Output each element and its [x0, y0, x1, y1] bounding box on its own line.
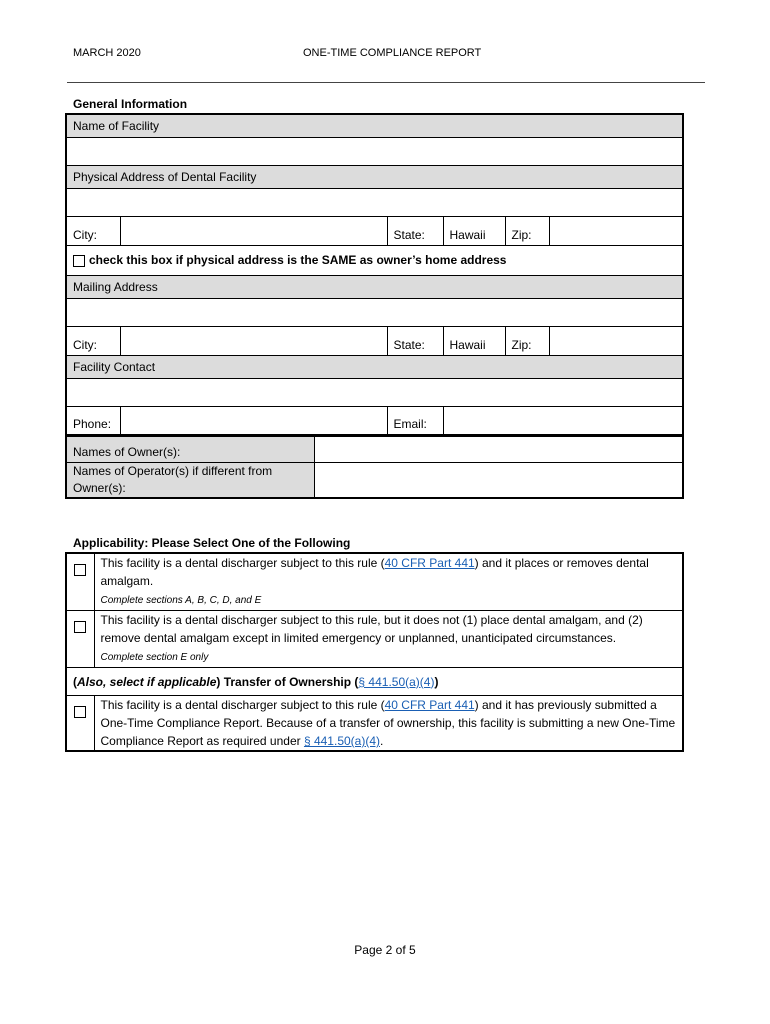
applicability-title: Applicability: Please Select One of the Following	[73, 536, 351, 550]
cfr-part-441-link-2[interactable]: 40 CFR Part 441	[384, 698, 475, 712]
option3-text	[94, 696, 683, 752]
mailing-city-label: City:	[66, 326, 120, 355]
option2-note: Complete section E only	[100, 652, 209, 663]
email-field[interactable]	[443, 406, 683, 435]
mailing-city-field[interactable]	[120, 326, 387, 355]
general-information-table	[65, 113, 684, 436]
state-value: Hawaii	[443, 216, 505, 245]
operators-field[interactable]	[314, 462, 683, 498]
option3-cell	[66, 696, 94, 752]
same-address-row	[66, 245, 683, 275]
city-field[interactable]	[120, 216, 387, 245]
option3-end: .	[380, 734, 384, 748]
mailing-state-label: State:	[387, 326, 443, 355]
zip-field[interactable]	[549, 216, 683, 245]
mailing-address-label: Mailing Address	[66, 275, 683, 298]
transfer-section-link[interactable]: § 441.50(a)(4)	[358, 674, 435, 689]
option1-note: Complete sections A, B, C, D, and E	[100, 595, 262, 606]
physical-address-field[interactable]	[66, 188, 683, 216]
owners-operators-table	[65, 435, 684, 499]
option2-body: This facility is a dental discharger subject to this rule, but it does not (1) place dental amalgam, and (2) remove dental amalgam except in limited emergency or unplanned, unanticipated circumstances.	[100, 613, 643, 645]
mailing-zip-field[interactable]	[549, 326, 683, 355]
applicability-table	[65, 552, 684, 752]
facility-contact-field[interactable]	[66, 378, 683, 406]
page-number: Page 2 of 5	[354, 943, 416, 957]
mailing-address-field[interactable]	[66, 298, 683, 326]
same-address-label: check this box if physical address is the SAME as owner’s home address	[89, 253, 507, 267]
transfer-heading	[66, 668, 683, 696]
owners-label: Names of Owner(s):	[66, 436, 314, 462]
header-date: MARCH 2020	[73, 47, 141, 59]
option1-post: ) and it places or removes dental amalgam.	[100, 556, 649, 588]
phone-label: Phone:	[66, 406, 120, 435]
state-label: State:	[387, 216, 443, 245]
option2-cell	[66, 611, 94, 668]
section-441-50-link[interactable]: § 441.50(a)(4)	[303, 734, 380, 748]
transfer-close: )	[434, 674, 439, 689]
general-information-title: General Information	[73, 97, 188, 111]
option1-pre: This facility is a dental discharger subject to this rule (	[100, 556, 385, 570]
header-divider	[67, 82, 705, 83]
option3-pre: This facility is a dental discharger subject to this rule (	[100, 698, 385, 712]
operators-label: Names of Operator(s) if different from Owner(s):	[66, 462, 314, 498]
city-label: City:	[66, 216, 120, 245]
mailing-state-value: Hawaii	[443, 326, 505, 355]
cfr-part-441-link[interactable]: 40 CFR Part 441	[384, 556, 475, 570]
transfer-mid: ) Transfer of Ownership (	[216, 674, 359, 689]
mailing-zip-label: Zip:	[505, 326, 549, 355]
option3-mid: ) and it has previously submitted a One-Time Compliance Report. Because of a transfer of ownership, this facility is submitting a new One-Time Compliance Report as required under	[100, 698, 676, 748]
facility-name-label: Name of Facility	[66, 114, 683, 137]
option2-text	[94, 611, 683, 668]
transfer-open: (	[73, 674, 77, 689]
option2-checkbox[interactable]	[74, 621, 86, 633]
email-label: Email:	[387, 406, 443, 435]
phone-field[interactable]	[120, 406, 387, 435]
option1-checkbox[interactable]	[74, 564, 86, 576]
option1-text	[94, 553, 683, 611]
owners-field[interactable]	[314, 436, 683, 462]
zip-label: Zip:	[505, 216, 549, 245]
header-title: ONE-TIME COMPLIANCE REPORT	[303, 47, 482, 59]
option1-cell	[66, 553, 94, 611]
facility-contact-label: Facility Contact	[66, 355, 683, 378]
page-header	[73, 47, 705, 63]
transfer-also: Also, select if applicable	[77, 674, 217, 689]
facility-name-field[interactable]	[66, 137, 683, 165]
same-address-checkbox[interactable]	[73, 255, 85, 267]
option3-checkbox[interactable]	[74, 706, 86, 718]
physical-address-label: Physical Address of Dental Facility	[66, 165, 683, 188]
